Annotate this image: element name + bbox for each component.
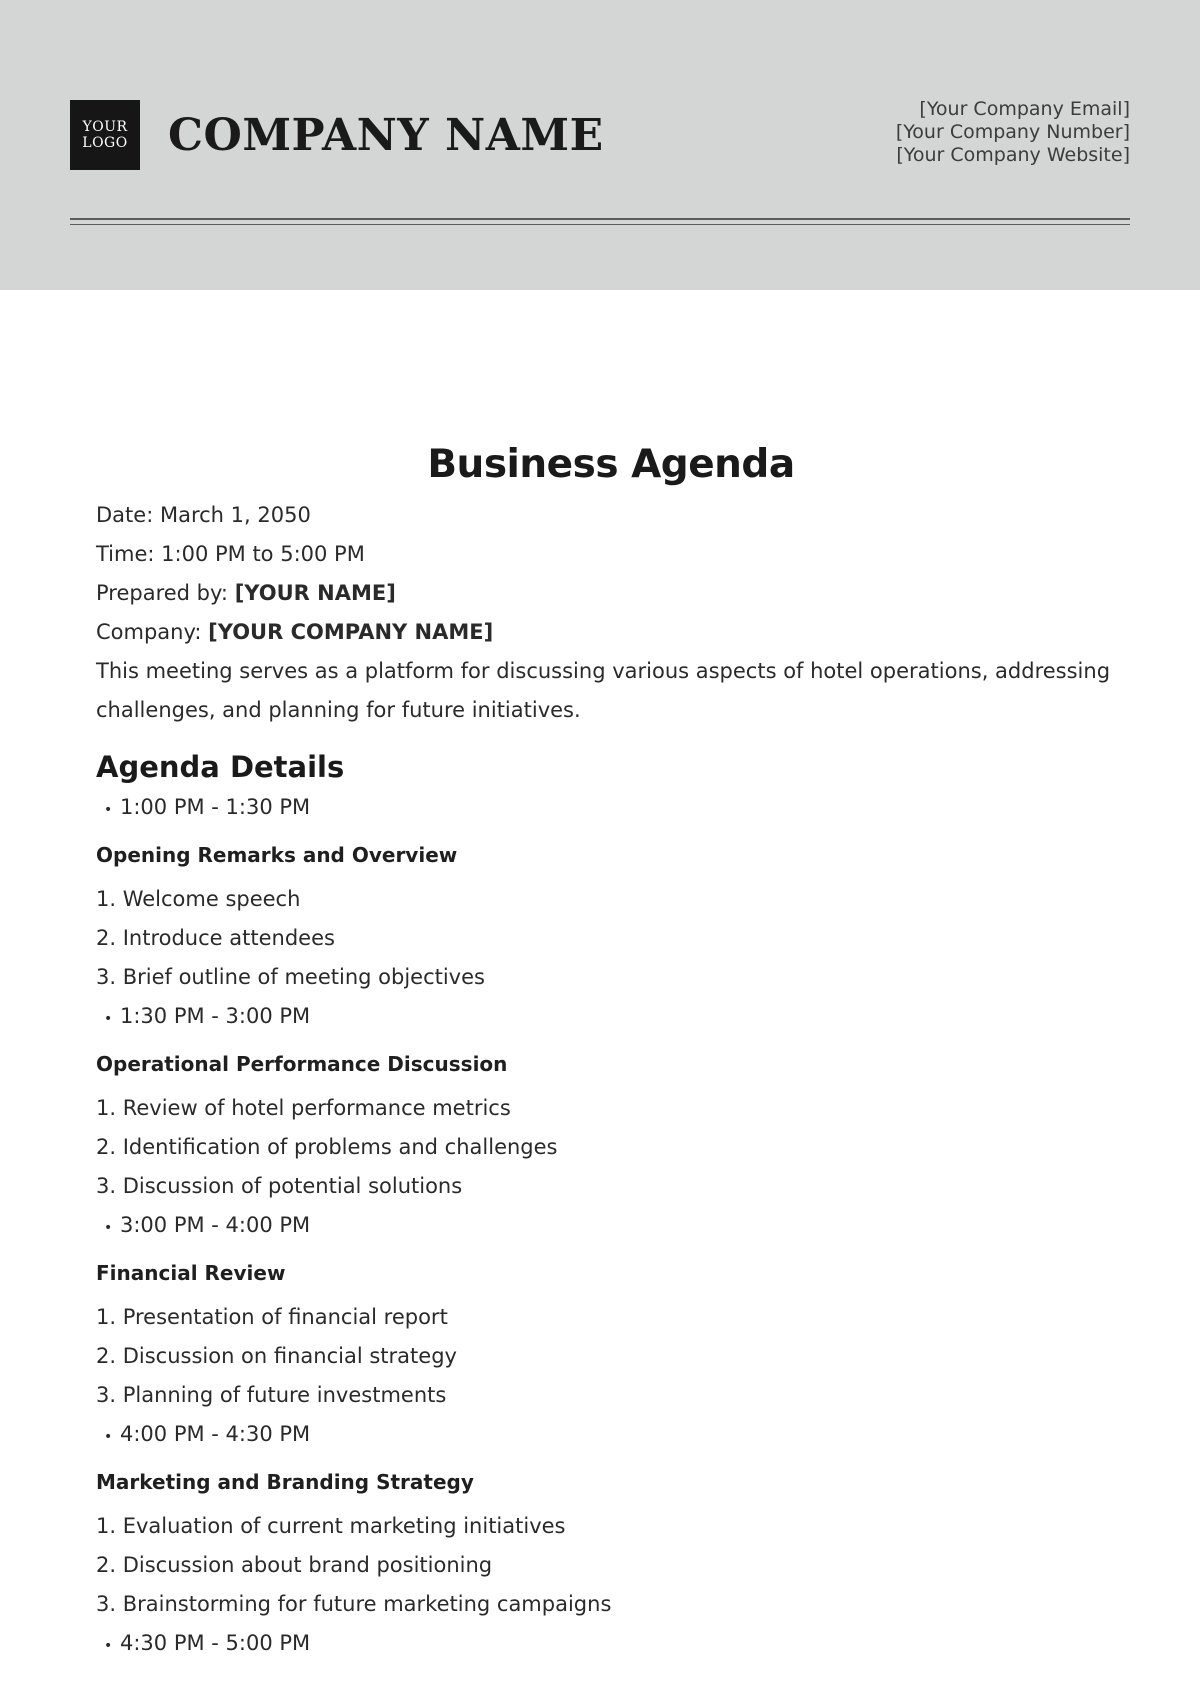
company-line xyxy=(96,613,1126,652)
prepared-by-label: Prepared by: xyxy=(96,581,228,605)
company-number: [Your Company Number] xyxy=(895,121,1130,143)
bullet-icon: • xyxy=(104,1011,113,1027)
session-topic: Opening Remarks and Overview xyxy=(96,843,458,867)
list-item: 3. Discussion of potential solutions xyxy=(96,1174,463,1198)
list-item: 2. Identification of problems and challenges xyxy=(96,1135,558,1159)
date-line xyxy=(96,496,1126,535)
bullet-icon: • xyxy=(104,1429,113,1445)
bullet-icon: • xyxy=(104,1638,113,1654)
session-time-text: 1:00 PM - 1:30 PM xyxy=(120,795,311,819)
session-topic: Financial Review xyxy=(96,1261,286,1285)
company-label: Company: xyxy=(96,620,202,644)
list-item: 1. Evaluation of current marketing initiatives xyxy=(96,1514,566,1538)
contact-block xyxy=(896,98,1130,167)
list-item: 3. Brief outline of meeting objectives xyxy=(96,965,485,989)
time-value: 1:00 PM to 5:00 PM xyxy=(161,542,365,566)
list-item: 3. Brainstorming for future marketing campaigns xyxy=(96,1592,612,1616)
list-item: 3. Planning of future investments xyxy=(96,1383,447,1407)
list-item: 1. Presentation of financial report xyxy=(96,1305,448,1329)
time-line xyxy=(96,535,1126,574)
company-logo xyxy=(70,100,140,170)
session-topic: Marketing and Branding Strategy xyxy=(96,1470,474,1494)
prepared-by-line xyxy=(96,574,1126,613)
session-time-text: 4:30 PM - 5:00 PM xyxy=(120,1631,311,1655)
session-time-text: 4:00 PM - 4:30 PM xyxy=(120,1422,311,1446)
header-divider-second xyxy=(70,224,1130,225)
list-item: 2. Discussion about brand positioning xyxy=(96,1553,493,1577)
company-email: [Your Company Email] xyxy=(919,98,1130,120)
session-time-text: 1:30 PM - 3:00 PM xyxy=(120,1004,311,1028)
logo-line-1: YOUR xyxy=(82,119,128,135)
document-title: Business Agenda xyxy=(427,442,795,487)
time-label: Time: xyxy=(96,542,155,566)
intro-paragraph: This meeting serves as a platform for discussing various aspects of hotel operations, addressing challenges, and planning for future initiatives. xyxy=(96,659,1111,722)
session-time-text: 3:00 PM - 4:00 PM xyxy=(120,1213,311,1237)
company-value: [YOUR COMPANY NAME] xyxy=(208,620,494,644)
prepared-by-value: [YOUR NAME] xyxy=(234,581,396,605)
session-topic: Operational Performance Discussion xyxy=(96,1052,508,1076)
header-divider xyxy=(70,218,1130,220)
bullet-icon: • xyxy=(104,1220,113,1236)
logo-line-2: LOGO xyxy=(82,135,128,151)
agenda-details-heading: Agenda Details xyxy=(96,750,345,784)
company-name: COMPANY NAME xyxy=(168,110,604,161)
header-band xyxy=(0,0,1200,290)
session-time xyxy=(96,997,1126,1039)
session-time xyxy=(96,1206,1126,1248)
session-time xyxy=(96,788,1126,830)
document-body xyxy=(96,440,1126,1666)
date-label: Date: xyxy=(96,503,154,527)
bullet-icon: • xyxy=(104,802,113,818)
date-value: March 1, 2050 xyxy=(159,503,311,527)
company-website: [Your Company Website] xyxy=(896,144,1130,166)
list-item: 2. Introduce attendees xyxy=(96,926,335,950)
list-item: 1. Review of hotel performance metrics xyxy=(96,1096,511,1120)
list-item: 2. Discussion on financial strategy xyxy=(96,1344,457,1368)
list-item: 1. Welcome speech xyxy=(96,887,301,911)
session-time xyxy=(96,1624,1126,1666)
session-time xyxy=(96,1415,1126,1457)
